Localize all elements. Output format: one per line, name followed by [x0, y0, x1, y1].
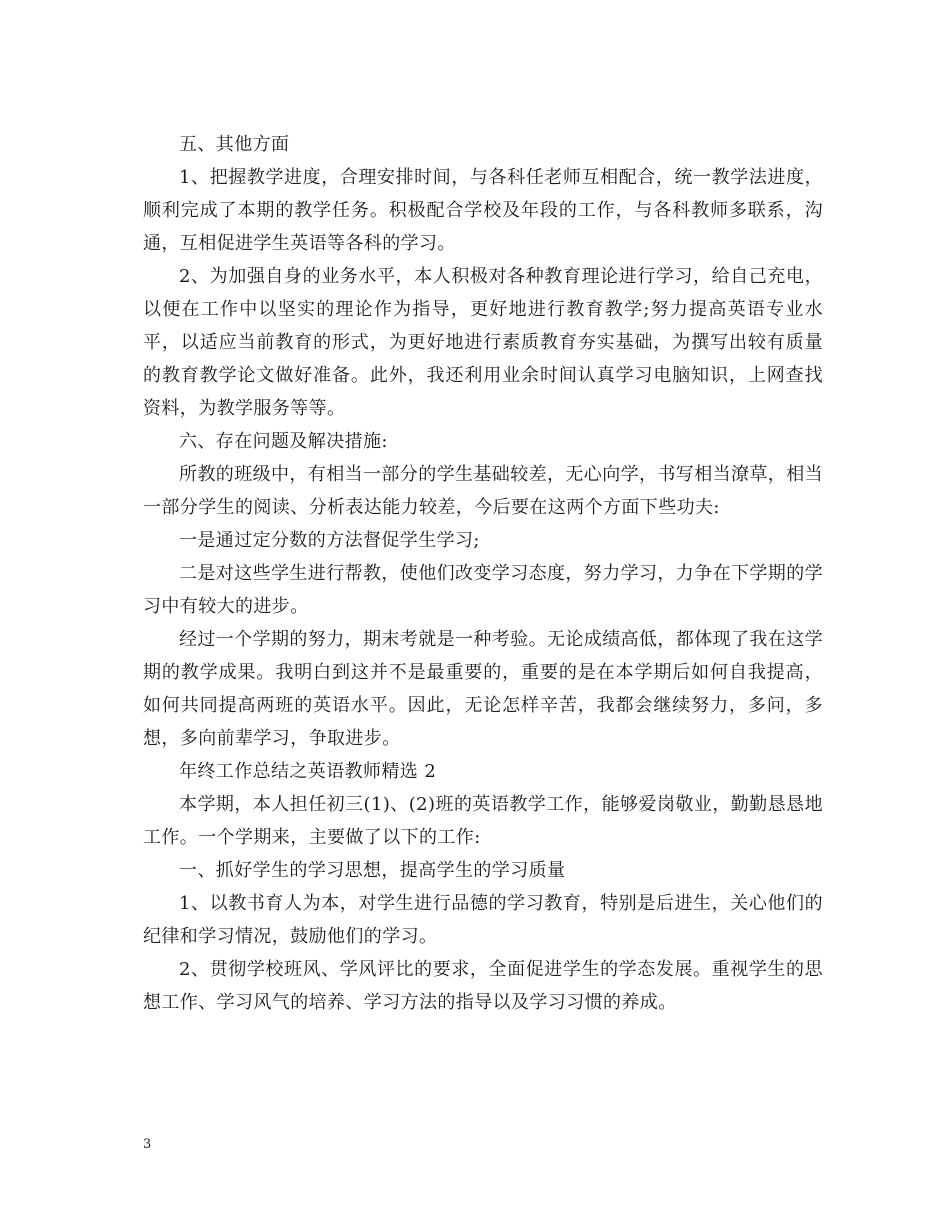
- paragraph: 经过一个学期的努力，期末考就是一种考验。无论成绩高低，都体现了我在这学期的教学成果。我明白到这并不是最重要的，重要的是在本学期后如何自我提高，如何共同提高两班的英语水平。因此，无论怎样辛苦，我都会继续努力，多问，多想，多向前辈学习，争取进步。: [143, 629, 823, 749]
- document-body: [143, 128, 823, 1019]
- article-title: 年终工作总结之英语教师精选 2: [179, 761, 437, 782]
- paragraph: 所教的班级中，有相当一部分的学生基础较差，无心向学，书写相当潦草，相当一部分学生的阅读、分析表达能力较差，今后要在这两个方面下些功夫:: [143, 464, 823, 518]
- paragraph: 一是通过定分数的方法督促学生学习;: [179, 530, 480, 551]
- paragraph: 本学期，本人担任初三(1)、(2)班的英语教学工作，能够爱岗敬业，勤勤恳恳地工作。一个学期来，主要做了以下的工作:: [143, 794, 823, 848]
- paragraph: 二是对这些学生进行帮教，使他们改变学习态度，努力学习，力争在下学期的学习中有较大的进步。: [143, 563, 823, 617]
- section-heading: 六、存在问题及解决措施:: [179, 431, 388, 452]
- paragraph: 2、为加强自身的业务水平，本人积极对各种教育理论进行学习，给自己充电，以便在工作中以坚实的理论作为指导，更好地进行教育教学;努力提高英语专业水平，以适应当前教育的形式，为更好地进行素质教育夯实基础，为撰写出较有质量的教育教学论文做好准备。此外，我还利用业余时间认真学习电脑知识，上网查找资料，为教学服务等等。: [143, 266, 823, 419]
- page-number: 3: [143, 1137, 152, 1152]
- section-heading: 五、其他方面: [179, 134, 290, 155]
- paragraph: 1、把握教学进度，合理安排时间，与各科任老师互相配合，统一教学法进度，顺利完成了本期的教学任务。积极配合学校及年段的工作，与各科教师多联系，沟通，互相促进学生英语等各科的学习。: [143, 167, 823, 254]
- paragraph: 1、以教书育人为本，对学生进行品德的学习教育，特别是后进生，关心他们的纪律和学习情况，鼓励他们的学习。: [143, 893, 823, 947]
- paragraph: 2、贯彻学校班风、学风评比的要求，全面促进学生的学态发展。重视学生的思想工作、学习风气的培养、学习方法的指导以及学习习惯的养成。: [143, 959, 823, 1013]
- section-heading: 一、抓好学生的学习思想，提高学生的学习质量: [179, 860, 566, 881]
